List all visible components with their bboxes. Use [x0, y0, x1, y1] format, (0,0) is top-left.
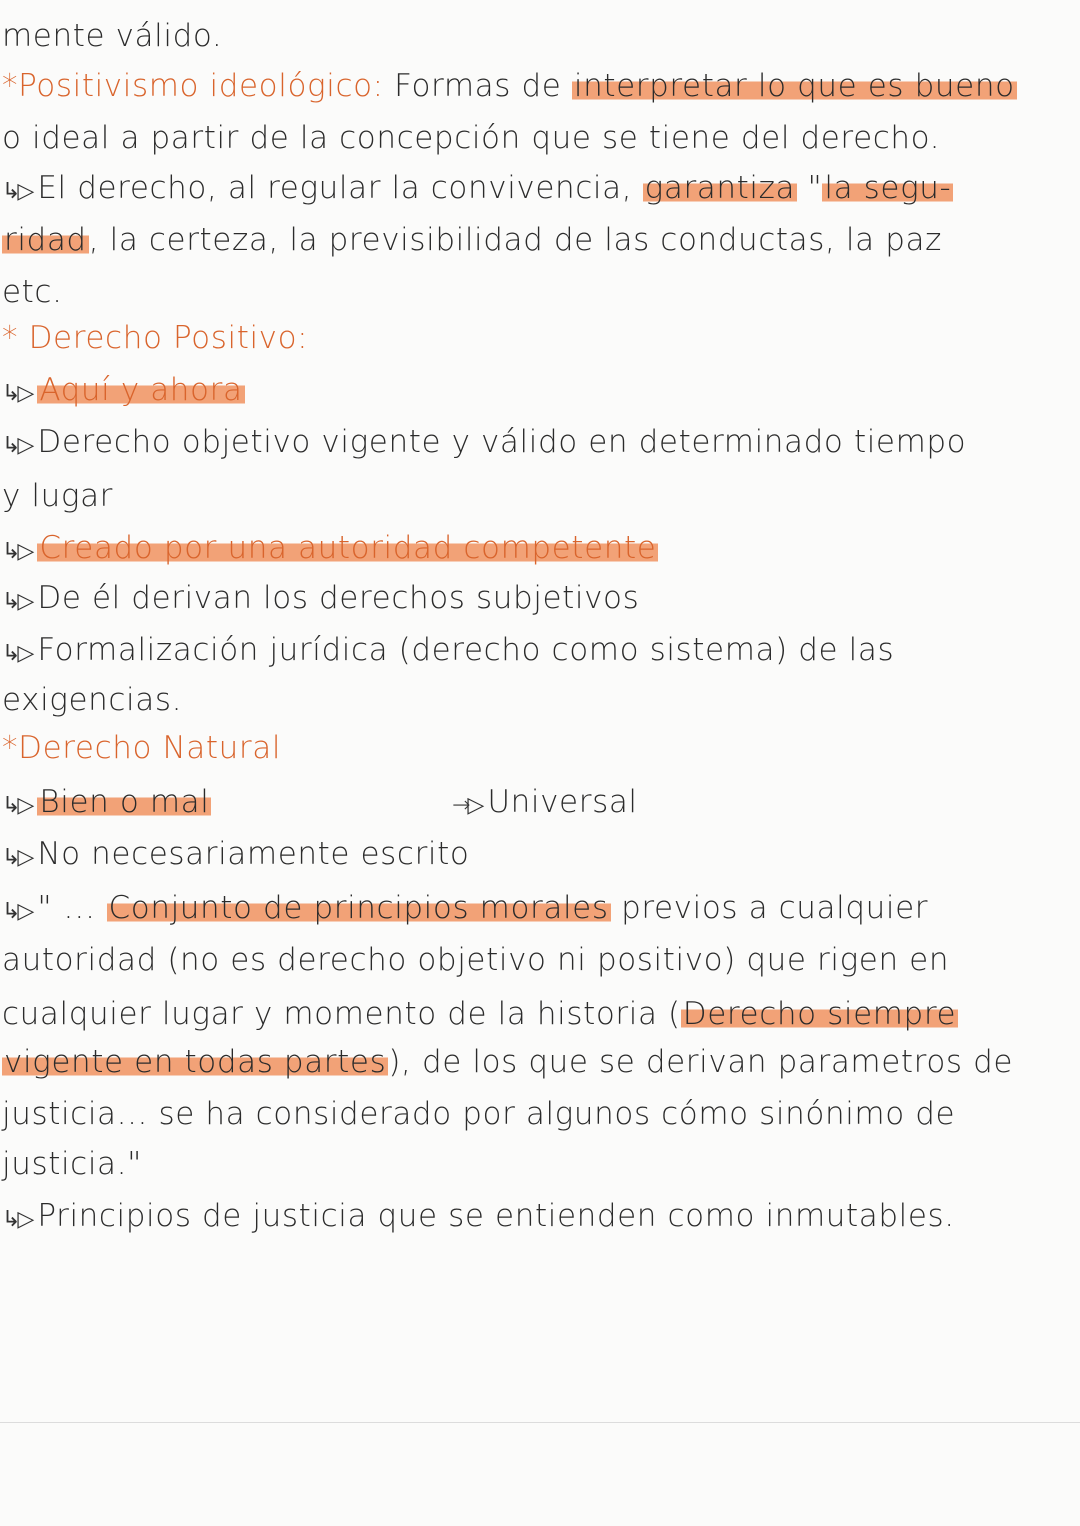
highlighted-text: interpretar lo que es bueno [573, 68, 1015, 104]
note-line: exigencias. [2, 682, 183, 718]
note-line: cualquier lugar y momento de la historia (Derecho siempre [2, 996, 957, 1032]
highlighted-text: Conjunto de principios morales [108, 890, 609, 926]
note-line: ↳▷ Formalización jurídica (derecho como sistema) de las [2, 632, 895, 668]
arrow-icon: ↳▷ [2, 641, 32, 666]
note-line: justicia... se ha considerado por algunos cómo sinónimo de [2, 1096, 956, 1132]
arrow-icon: ↳▷ [2, 899, 32, 924]
note-line: ↳▷ " ... Conjunto de principios morales previos a cualquier [2, 890, 929, 926]
note-line: ↳▷ No necesariamente escrito [2, 836, 470, 872]
note-line: justicia." [2, 1146, 142, 1182]
arrow-icon: ↳▷ [2, 433, 32, 458]
note-line: ↳▷ El derecho, al regular la convivencia, garantiza "la segu- [2, 170, 952, 206]
note-line: ridad, la certeza, la previsibilidad de las conductas, la paz [4, 222, 942, 258]
arrow-icon: ↳▷ [2, 589, 32, 614]
star-bullet: * [2, 68, 19, 104]
note-line: etc. [2, 274, 63, 310]
arrow-icon: ↳▷ [2, 1207, 32, 1232]
highlighted-text: la segu- [824, 170, 952, 206]
note-line: ↳▷ De él derivan los derechos subjetivos [2, 580, 640, 616]
highlighted-text: Bien o mal [39, 784, 210, 820]
note-line [2, 528, 658, 572]
arrow-icon: ↳▷ [2, 793, 32, 818]
arrow-icon: ↳▷ [2, 539, 32, 564]
arrow-icon: ↳▷ [2, 179, 32, 204]
note-line: ↳▷ Derecho objetivo vigente y válido en determinado tiempo [2, 424, 967, 460]
star-bullet: * [2, 320, 19, 356]
highlighted-text: garantiza [644, 170, 796, 206]
note-line: y lugar [2, 478, 114, 514]
note-line: mente válido. [2, 18, 223, 54]
note-heading: * Derecho Positivo: [2, 320, 309, 356]
highlighted-text: Derecho siempre [682, 996, 957, 1032]
highlighted-text: Creado por una autoridad competente [39, 530, 657, 566]
note-line [2, 370, 245, 414]
star-bullet: * [2, 730, 19, 766]
note-line: autoridad (no es derecho objetivo ni positivo) que rigen en [2, 942, 950, 978]
note-line: ↳▷ Principios de justicia que se entienden como inmutables. [2, 1198, 955, 1234]
arrow-icon: ↳▷ [2, 381, 32, 406]
highlighted-text: Aquí y ahora [39, 372, 243, 408]
note-line: o ideal a partir de la concepción que se tiene del derecho. [2, 120, 941, 156]
page-fold-line [0, 1422, 1080, 1423]
note-line [2, 782, 211, 826]
right-arrow-icon: →▷ [452, 793, 482, 818]
note-line-right: →▷ Universal [452, 784, 638, 820]
highlighted-text: vigente en todas partes [4, 1044, 387, 1080]
highlighted-text: ridad [4, 222, 87, 258]
arrow-icon: ↳▷ [2, 845, 32, 870]
note-heading: *Positivismo ideológico: Formas de interpretar lo que es bueno [2, 68, 1015, 104]
note-line: vigente en todas partes), de los que se derivan parametros de [4, 1044, 1014, 1080]
note-heading: *Derecho Natural [2, 730, 282, 766]
